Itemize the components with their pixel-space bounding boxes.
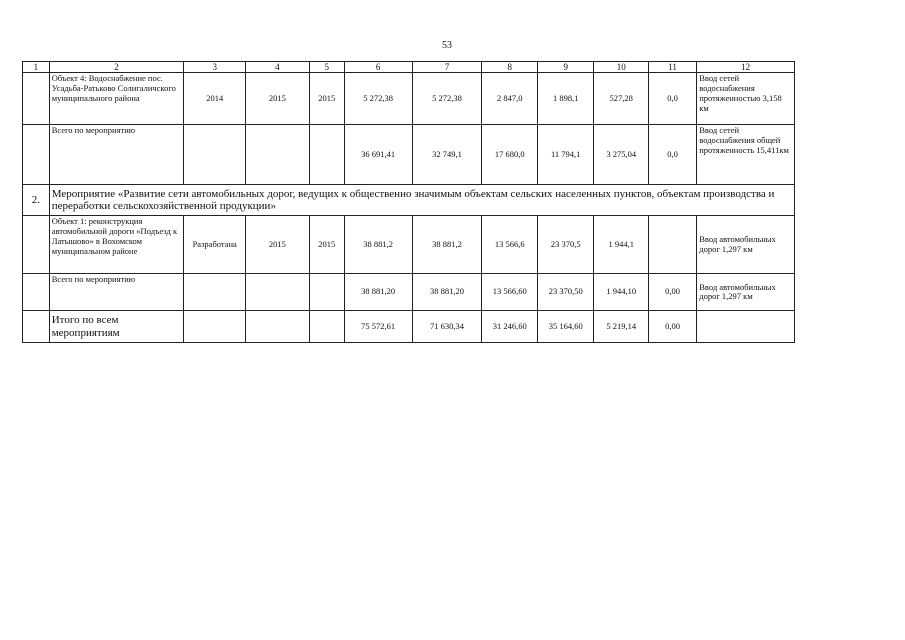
value-cell: 527,28: [594, 73, 648, 125]
value-cell: 38 881,2: [412, 216, 482, 274]
table-row-total: [23, 274, 795, 311]
value-cell: 75 572,61: [344, 311, 412, 343]
header-cell: 2: [49, 62, 184, 73]
header-cell: 7: [412, 62, 482, 73]
value-cell: 13 566,6: [482, 216, 538, 274]
result-cell: Ввод автомобильных дорог 1,297 км: [697, 274, 795, 311]
value-cell: 38 881,2: [344, 216, 412, 274]
value-cell: 0,00: [648, 311, 696, 343]
end-year-cell: [309, 311, 344, 343]
start-year-cell: 2015: [246, 216, 310, 274]
header-cell: 4: [246, 62, 310, 73]
status-cell: [184, 311, 246, 343]
value-cell: 35 164,60: [537, 311, 594, 343]
header-cell: 10: [594, 62, 648, 73]
row-number-cell: [23, 311, 50, 343]
value-cell: 71 630,34: [412, 311, 482, 343]
value-cell: 5 272,38: [412, 73, 482, 125]
end-year-cell: [309, 125, 344, 185]
value-cell: 36 691,41: [344, 125, 412, 185]
value-cell: 3 275,04: [594, 125, 648, 185]
table-row: [23, 216, 795, 274]
value-cell: 38 881,20: [412, 274, 482, 311]
value-cell: 1 944,1: [594, 216, 648, 274]
section-title: Мероприятие «Развитие сети автомобильных дорог, ведущих к общественно значимым объектам сельских населенных пунктов, объектам производства и переработки сельскохозяйственной продукции»: [49, 185, 794, 216]
start-year-cell: [246, 311, 310, 343]
table-row-grand-total: [23, 311, 795, 343]
row-number-cell: [23, 73, 50, 125]
value-cell: [648, 216, 696, 274]
status-cell: Разработана: [184, 216, 246, 274]
section-row: [23, 185, 795, 216]
row-number-cell: [23, 125, 50, 185]
table-row: [23, 73, 795, 125]
value-cell: 2 847,0: [482, 73, 538, 125]
status-cell: 2014: [184, 73, 246, 125]
header-cell: 8: [482, 62, 538, 73]
header-cell: 9: [537, 62, 594, 73]
header-cell: 5: [309, 62, 344, 73]
value-cell: 0,0: [648, 125, 696, 185]
header-cell: 6: [344, 62, 412, 73]
start-year-cell: [246, 274, 310, 311]
value-cell: 0,00: [648, 274, 696, 311]
start-year-cell: 2015: [246, 73, 310, 125]
section-number: 2.: [23, 185, 50, 216]
value-cell: 1 898,1: [537, 73, 594, 125]
budget-table: [22, 61, 795, 343]
value-cell: 13 566,60: [482, 274, 538, 311]
result-cell: Ввод сетей водоснабжения общей протяженность 15,411км: [697, 125, 795, 185]
value-cell: 17 680,0: [482, 125, 538, 185]
page-number: 53: [442, 40, 452, 51]
row-number-cell: [23, 216, 50, 274]
start-year-cell: [246, 125, 310, 185]
header-cell: 11: [648, 62, 696, 73]
result-cell: Ввод сетей водоснабжения протяженностью 3,158 км: [697, 73, 795, 125]
value-cell: 0,0: [648, 73, 696, 125]
header-cell: 1: [23, 62, 50, 73]
value-cell: 38 881,20: [344, 274, 412, 311]
value-cell: 23 370,50: [537, 274, 594, 311]
value-cell: 5 272,38: [344, 73, 412, 125]
header-cell: 12: [697, 62, 795, 73]
object-name-cell: Всего по мероприятию: [49, 274, 184, 311]
status-cell: [184, 274, 246, 311]
object-name-cell: Объект 4: Водоснабжение пос. Усадьба-Ратьково Солигаличского муниципального района: [49, 73, 184, 125]
status-cell: [184, 125, 246, 185]
value-cell: 23 370,5: [537, 216, 594, 274]
end-year-cell: 2015: [309, 73, 344, 125]
value-cell: 32 749,1: [412, 125, 482, 185]
end-year-cell: 2015: [309, 216, 344, 274]
value-cell: 31 246,60: [482, 311, 538, 343]
value-cell: 1 944,10: [594, 274, 648, 311]
header-cell: 3: [184, 62, 246, 73]
object-name-cell: Всего по мероприятию: [49, 125, 184, 185]
object-name-cell: Итого по всем мероприятиям: [49, 311, 184, 343]
row-number-cell: [23, 274, 50, 311]
object-name-cell: Объект 1: реконструкция автомобильной дороги «Подъезд к Латышово» в Вохомском муниципальном районе: [49, 216, 184, 274]
end-year-cell: [309, 274, 344, 311]
result-cell: Ввод автомобильных дорог 1,297 км: [697, 216, 795, 274]
value-cell: 11 794,1: [537, 125, 594, 185]
value-cell: 5 219,14: [594, 311, 648, 343]
table-row-total: [23, 125, 795, 185]
result-cell: [697, 311, 795, 343]
header-row: [23, 62, 795, 73]
